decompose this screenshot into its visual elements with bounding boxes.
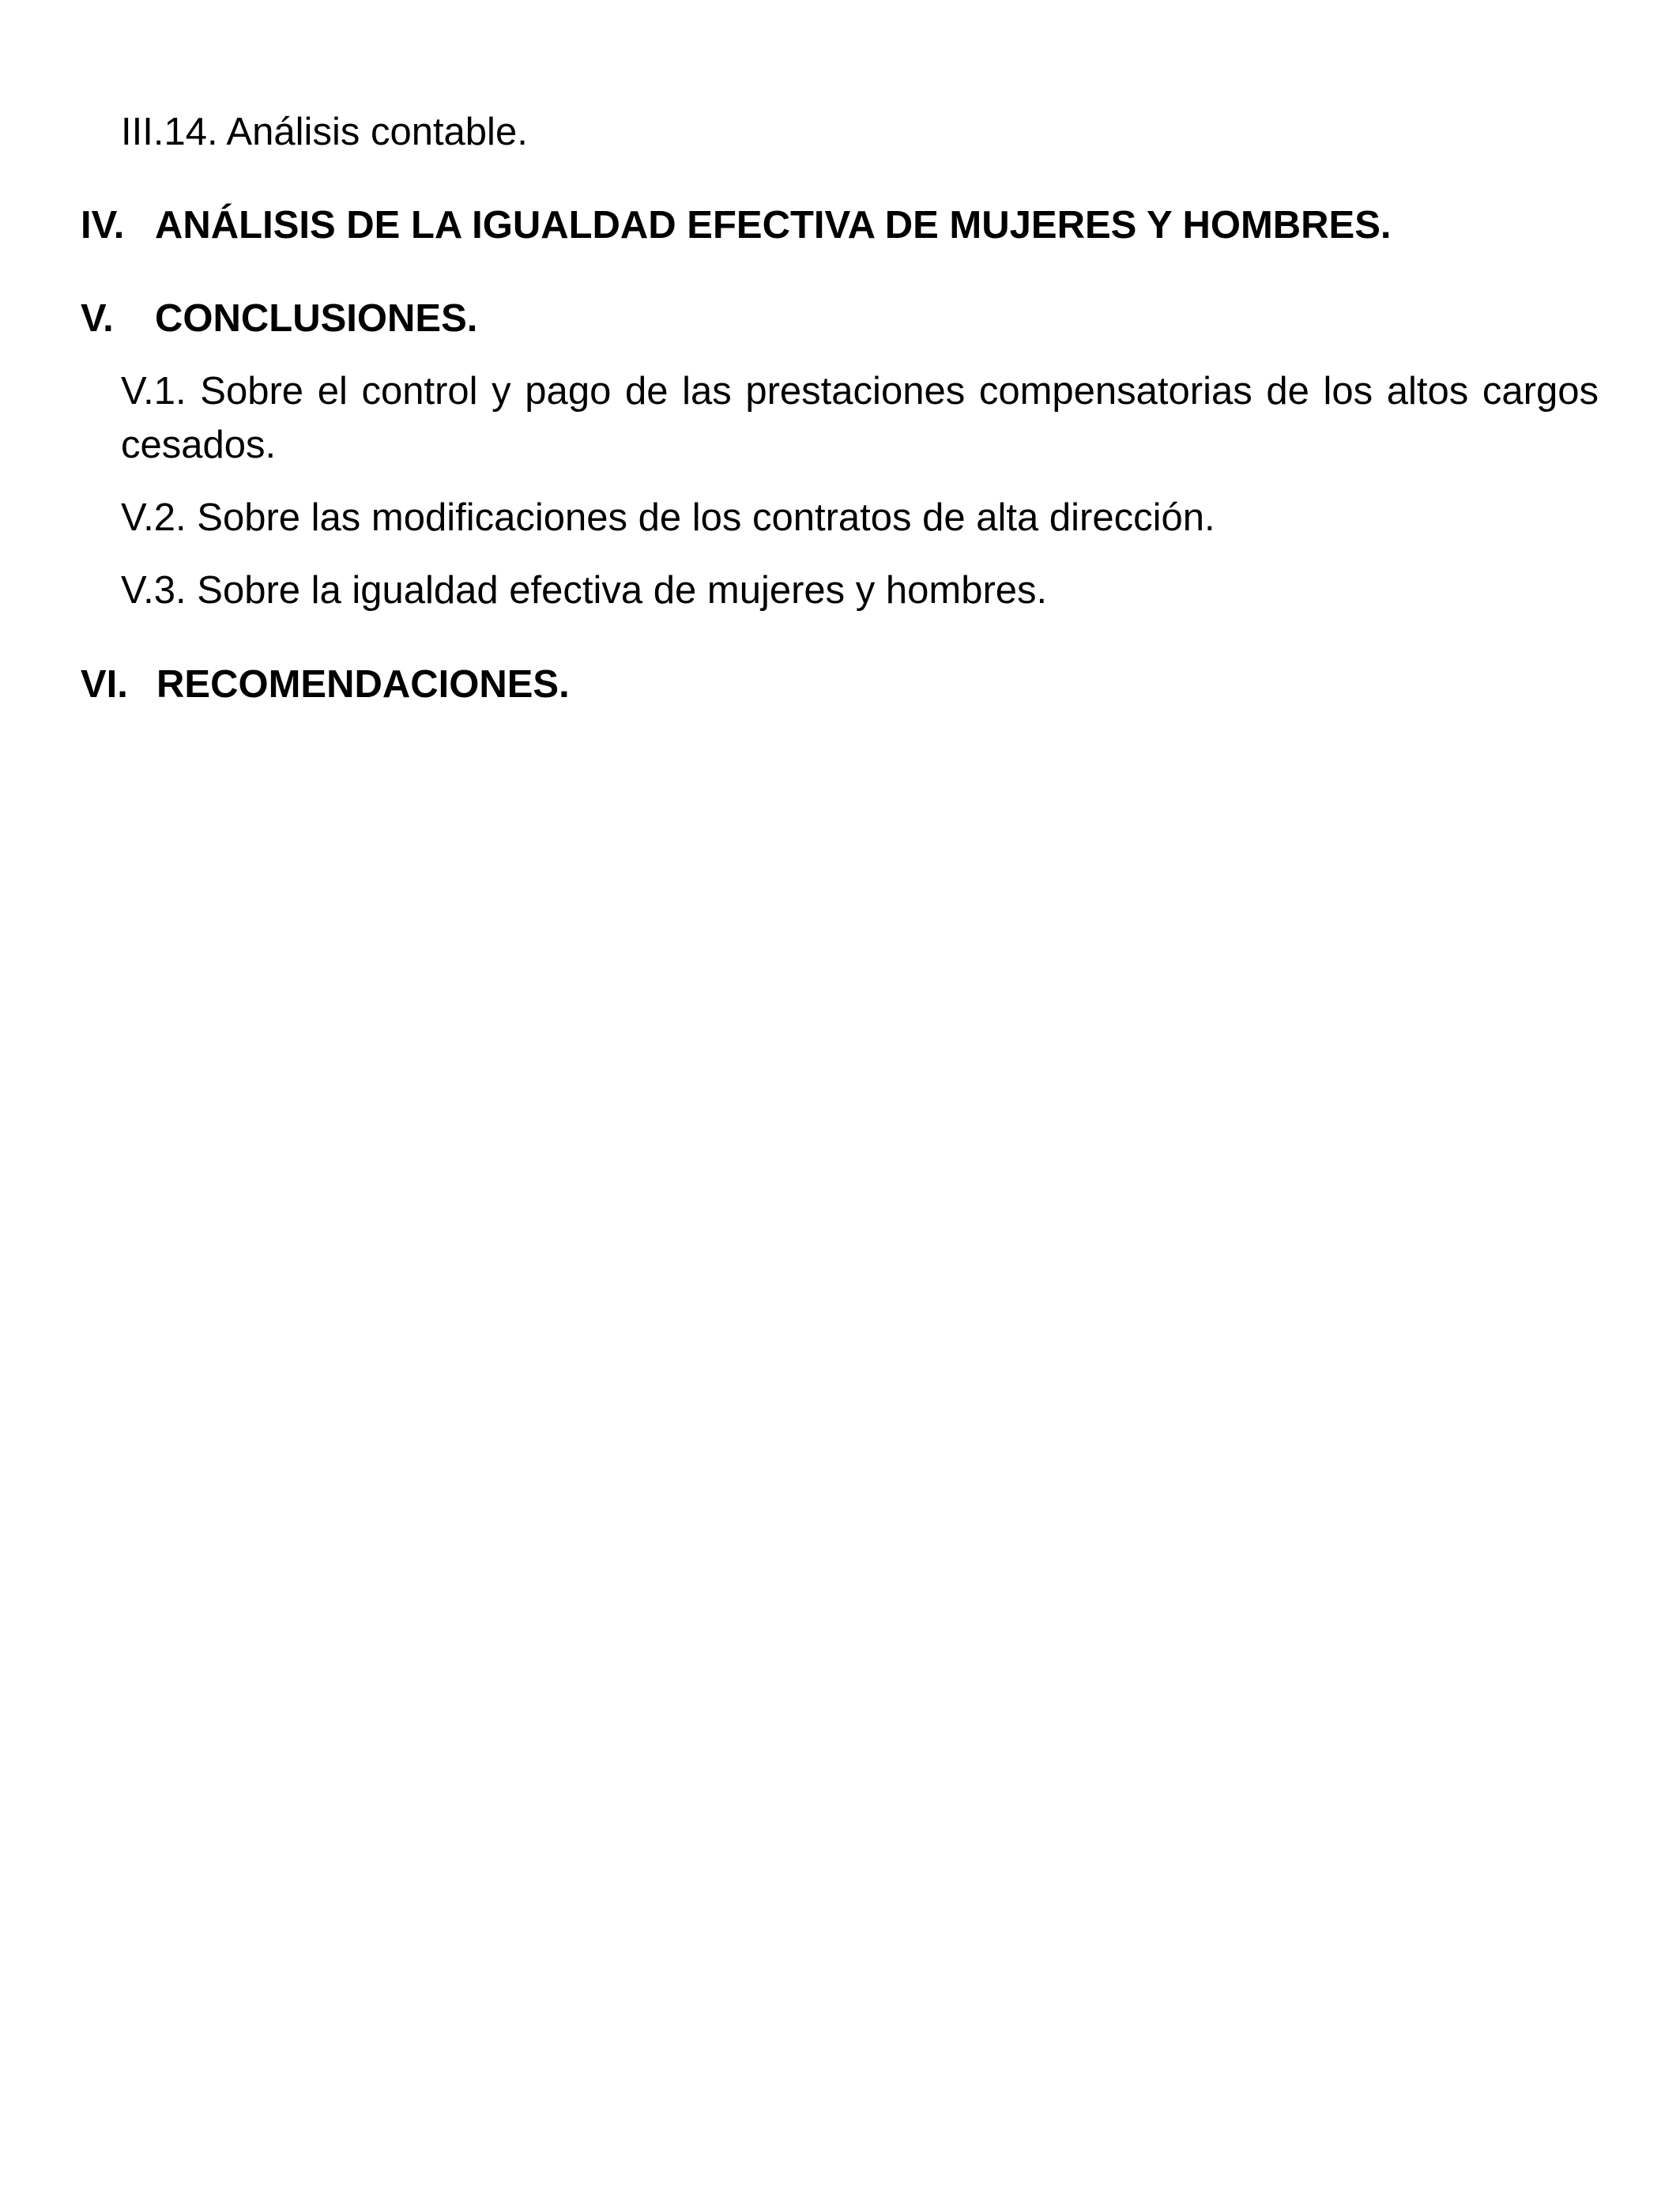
section-title: RECOMENDACIONES.	[156, 663, 570, 706]
section-title: ANÁLISIS DE LA IGUALDAD EFECTIVA DE MUJERES Y HOMBRES.	[155, 204, 1392, 247]
section-number: VI.	[81, 663, 128, 706]
toc-entry-iii-14: III.14. Análisis contable.	[121, 111, 528, 153]
toc-entry-v-3: V.3. Sobre la igualdad efectiva de mujeres y hombres.	[121, 569, 1048, 612]
toc-entry-v-2: V.2. Sobre las modificaciones de los contratos de alta dirección.	[121, 496, 1215, 539]
section-heading-iv	[81, 198, 1392, 252]
section-number: V.	[81, 297, 114, 340]
toc-entry-v-1: V.1. Sobre el control y pago de las prestaciones compensatorias de los altos cargos cesados.	[121, 370, 1599, 466]
section-number: IV.	[81, 204, 125, 247]
section-heading-vi	[81, 658, 570, 711]
section-heading-v	[81, 292, 477, 345]
section-title: CONCLUSIONES.	[155, 297, 478, 340]
